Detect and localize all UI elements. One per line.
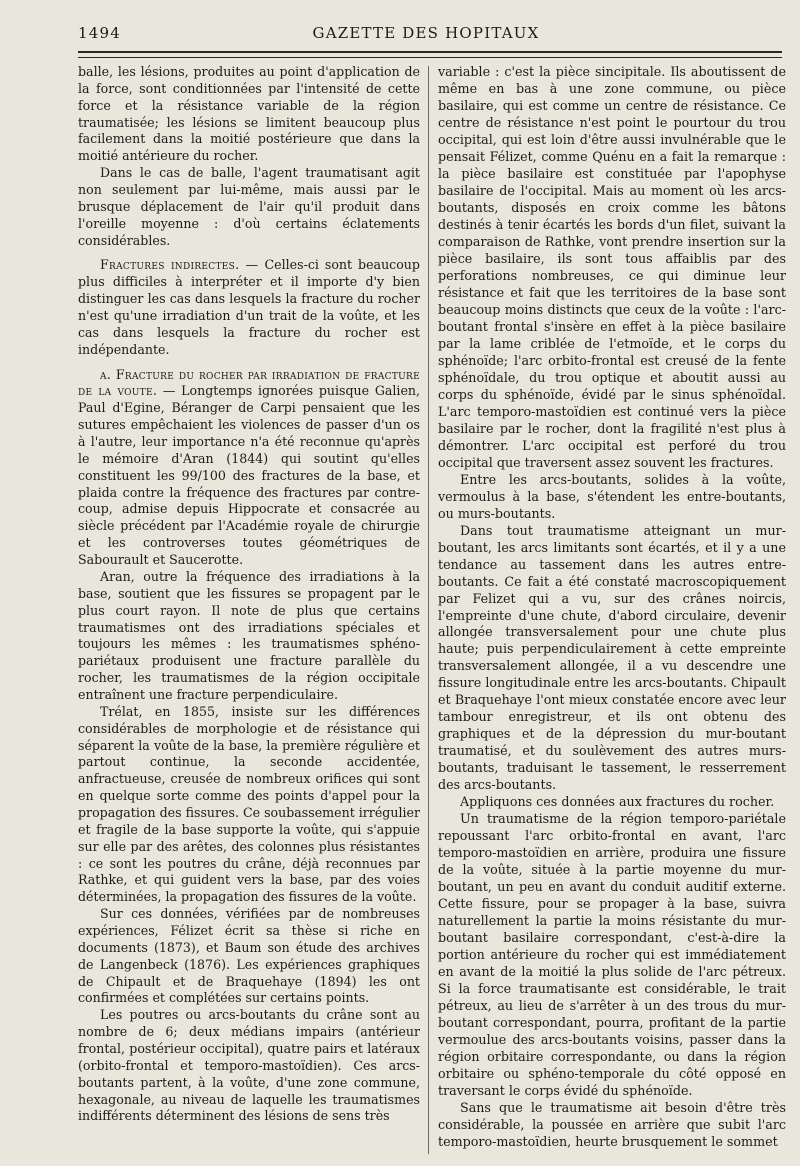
paragraph: balle, les lésions, produites au point d'application de la force, sont conditionnées par l'intensité de cette force et la résistance variable de la région traumatisée; les lésions se limitent beaucoup plus facilement dans la moitié postérieure que dans la moitié antérieure du rocher.	[78, 64, 420, 164]
left-column	[78, 64, 420, 1125]
paragraph: Appliquons ces données aux fractures du rocher.	[460, 794, 775, 810]
section-heading: α. Fracture du rocher par irradiation de fracture de la voute.	[78, 366, 420, 399]
paragraph	[78, 257, 420, 358]
paragraph: Dans le cas de balle, l'agent traumatisant agit non seulement par lui-même, mais aussi par le brusque déplacement de l'air qu'il produit dans l'oreille moyenne : d'où certains éclatements considérables.	[78, 165, 420, 248]
journal-title: GAZETTE DES HOPITAUX	[312, 24, 540, 42]
section-heading: Fractures indirectes. —	[100, 257, 259, 273]
paragraph: Entre les arcs-boutants, solides à la voûte, vermoulus à la base, s'étendent les entre-boutants, ou murs-boutants.	[438, 471, 786, 521]
paragraph-text: Celles-ci sont beaucoup plus difficiles à interpréter et il importe d'y bien distinguer les cas dans lesquels la fracture du rocher n'est qu'une irradiation d'un trait de la voûte, et les cas dans lesquels la fracture du rocher est indépendante.	[78, 257, 420, 357]
paragraph: Un traumatisme de la région temporo-pariétale repoussant l'arc orbito-frontal en avant, l'arc temporo-mastoïdien en arrière, produira une fissure de la voûte, située à la partie moyenne du mur-boutant, un peu en avant du conduit auditif externe. Cette fissure, pour se propager à la base, suivra naturellement la partie la moins résistante du mur-boutant basilaire correspondant, c'est-à-dire la portion antérieure du rocher qui est immédiatement en avant de la moitié la plus solide de l'arc pétreux. Si la force traumatisante est considérable, le trait pétreux, au lieu de s'arrêter à un des trous du mur-boutant correspondant, pourra, profitant de la partie vermoulue des arcs-boutants voisins, passer dans la région orbitaire correspondante, ou dans la région orbitaire ou sphéno-temporale du côté opposé en traversant le corps évidé du sphénoïde.	[438, 811, 786, 1099]
header-rule-thick	[78, 51, 782, 53]
paragraph: Dans tout traumatisme atteignant un mur-boutant, les arcs limitants sont écartés, et il y a une tendance au tassement dans les autres entre-boutants. Ce fait a été constaté macroscopiquement par Felizet qui a vu, sur des crânes noircis, l'empreinte d'une chute, d'abord circulaire, devenir allongée transversalement pour une chute plus haute; puis perpendiculairement à cette empreinte transversalement allongée, il a vu descendre une fissure longitudinale entre les arcs-boutants. Chipault et Braquehaye l'ont mieux constatée encore avec leur tambour enregistreur, et ils ont obtenu des graphiques et de la dépression du mur-boutant traumatisé, et du soulèvement des autres murs-boutants, traduisant le tassement, le resserrement des arcs-boutants.	[438, 522, 786, 793]
paragraph: Aran, outre la fréquence des irradiations à la base, soutient que les fissures se propagent par le plus court rayon. Il note de plus que certains traumatismes ont des irradiations spéciales et toujours les mêmes : les traumatismes sphéno-pariétaux produisent une fracture parallèle du rocher, les traumatismes de la région occipitale entraînent une fracture perpendiculaire.	[78, 568, 420, 702]
paragraph-text: — Longtemps ignorées puisque Galien, Paul d'Egine, Béranger de Carpi pensaient que les sutures empêchaient les violences de passer d'un os à l'autre, leur importance n'a été reconnue qu'après le mémoire d'Aran (1844) qui soutint qu'elles constituent les 99/100 des fractures de la base, et plaida contre la fréquence des fractures par contre-coup, admise depuis Hippocrate et consacrée au siècle précédent par l'Académie royale de chirurgie et les controverses toutes géométriques de Sabourault et Saucerotte.	[78, 383, 421, 568]
running-header	[78, 22, 774, 44]
page-number: 1494	[78, 24, 121, 42]
paragraph: Trélat, en 1855, insiste sur les différences considérables de morphologie et de résistance qui séparent la voûte de la base, la première régulière et partout continue, la seconde accidentée, anfractueuse, creusée de nombreux orifices qui sont en quelque sorte comme des points d'appel pour la propagation des fissures. Ce soubassement irrégulier et fragile de la base supporte la voûte, qui s'appuie sur elle par des arêtes, des colonnes plus résistantes : ce sont les poutres du crâne, déjà reconnues par Rathke, et qui guident vers la base, par des voies déterminées, la propagation des fissures de la voûte.	[78, 703, 420, 905]
paragraph: variable : c'est la pièce sincipitale. Ils aboutissent de même en bas à une zone commune, ou pièce basilaire, qui est comme un centre de résistance. Ce centre de résistance n'est point le pourtour du trou occipital, qui est loin d'être aussi invulnérable que le pensait Félizet, comme Quénu en a fait la remarque : la pièce basilaire est constituée par l'apophyse basilaire de l'occipital. Mais au moment où les arcs-boutants, disposés en croix comme les bâtons destinés à tenir écartés les bords d'un filet, suivant la comparaison de Rathke, vont prendre insertion sur la pièce basilaire, ils sont tous affaiblis par des perforations nombreuses, ce qui diminue leur résistance et fait que les territoires de la base sont beaucoup moins distincts que ceux de la voûte : l'arc-boutant frontal s'insère en effet à la pièce basilaire par la lame criblée de l'etmoïde, et le corps du sphénoïde; l'arc orbito-frontal est creusé de la fente sphénoïdale, du trou optique et aboutit aussi au corps du sphénoïde, évidé par le sinus sphénoïdal. L'arc temporo-mastoïdien est continué vers la pièce basilaire par le rocher, dont la fragilité n'est plus à démontrer. L'arc occipital est perforé du trou occipital que traversent assez souvent les fractures.	[438, 64, 786, 470]
column-divider	[428, 66, 429, 1154]
right-column	[438, 64, 786, 1151]
paragraph: Sans que le traumatisme ait besoin d'être très considérable, la poussée en arrière que subit l'arc temporo-mastoïdien, heurte brusquement le sommet	[438, 1100, 786, 1150]
paragraph: Sur ces données, vérifiées par de nombreuses expériences, Félizet écrit sa thèse si riche en documents (1873), et Baum son étude des archives de Langenbeck (1876). Les expériences graphiques de Chipault et de Braquehaye (1894) les ont confirmées et complétées sur certains points.	[78, 906, 420, 1006]
header-rule-thin	[78, 57, 782, 58]
paragraph	[78, 367, 420, 569]
paragraph: Les poutres ou arcs-boutants du crâne sont au nombre de 6; deux médians impairs (antérieur frontal, postérieur occipital), quatre pairs et latéraux (orbito-frontal et temporo-mastoïdien). Ces arcs-boutants partent, à la voûte, d'une zone commune, hexagonale, au niveau de laquelle les traumatismes indifférents déterminent des lésions de sens très	[78, 1007, 420, 1124]
